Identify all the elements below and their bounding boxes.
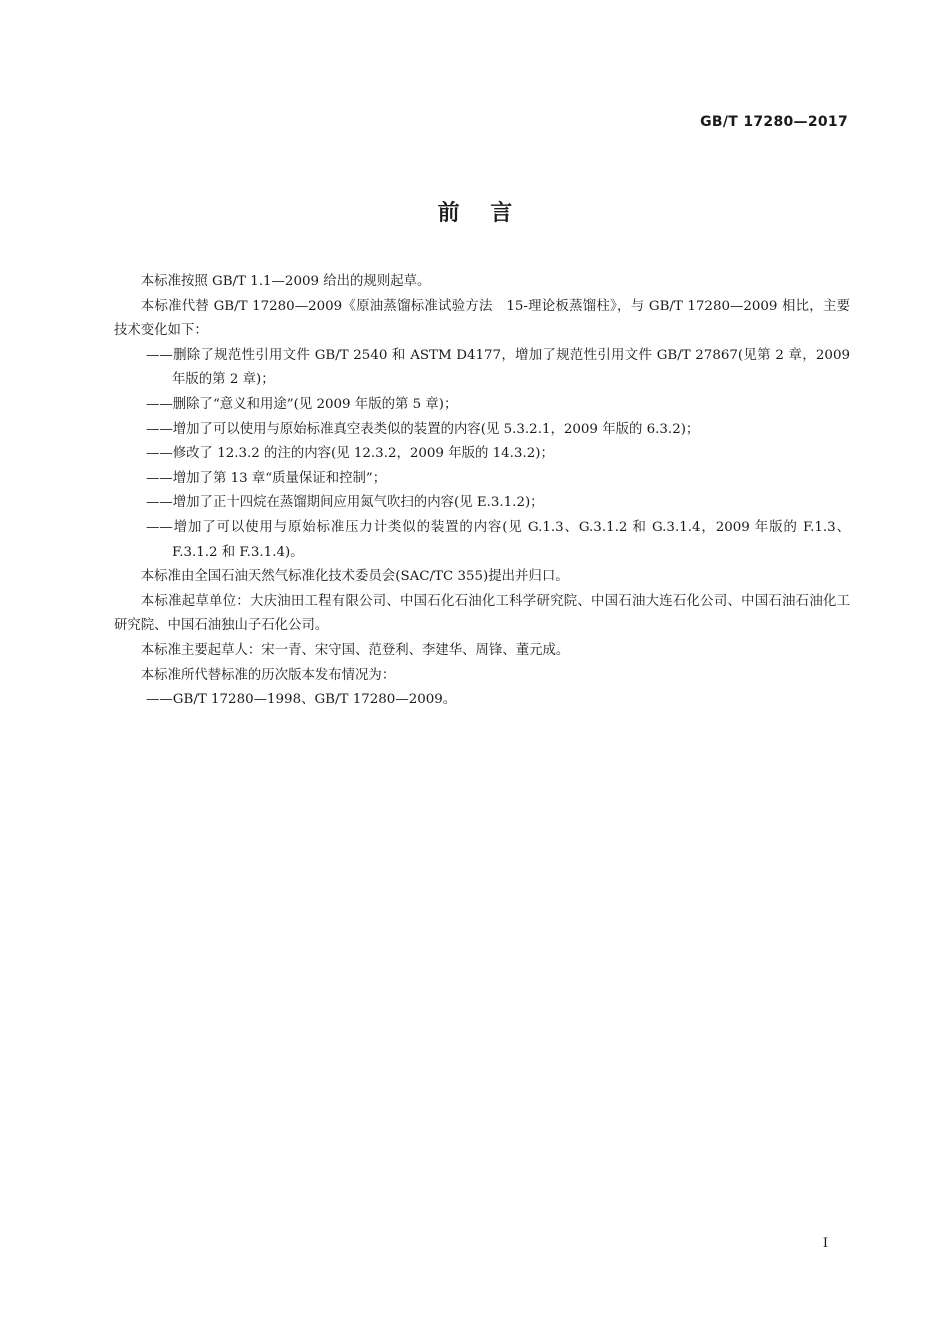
drafting-units-paragraph: 本标准起草单位：大庆油田工程有限公司、中国石化石油化工科学研究院、中国石油大连石化公司、中国石油石油化工研究院、中国石油独山子石化公司。 [114, 593, 850, 634]
page-title: 前 言 [437, 201, 513, 226]
foreword-body [114, 270, 850, 713]
history-intro-paragraph: 本标准所代替标准的历次版本发布情况为： [140, 667, 396, 683]
drafting-rules-paragraph: 本标准按照 GB/T 1.1—2009 给出的规则起草。 [140, 274, 431, 289]
change-item: ——修改了 12.3.2 的注的内容(见 12.3.2，2009 年版的 14.3.2)； [146, 446, 554, 462]
change-item: ——删除了规范性引用文件 GB/T 2540 和 ASTM D4177，增加了规范性引用文件 GB/T 27867(见第 2 章，2009 年版的第 2 章)； [146, 347, 850, 388]
page-number: I [822, 1236, 828, 1251]
change-item: ——删除了“意义和用途”(见 2009 年版的第 5 章)； [146, 396, 458, 412]
change-item: ——增加了正十四烷在蒸馏期间应用氮气吹扫的内容(见 E.3.1.2)； [146, 495, 544, 511]
change-item: ——增加了可以使用与原始标准压力计类似的装置的内容(见 G.1.3、G.3.1.2 和 G.3.1.4，2009 年版的 F.1.3、F.3.1.2 和 F.3.1.4)。 [146, 519, 850, 560]
history-list [114, 688, 850, 713]
changes-list [114, 344, 850, 565]
change-item: ——增加了可以使用与原始标准真空表类似的装置的内容(见 5.3.2.1，2009 年版的 6.3.2)； [146, 421, 700, 437]
replacement-paragraph: 本标准代替 GB/T 17280—2009《原油蒸馏标准试验方法 15-理论板蒸馏柱》，与 GB/T 17280—2009 相比，主要技术变化如下： [114, 298, 850, 339]
standard-code: GB/T 17280—2017 [700, 114, 848, 130]
drafters-paragraph: 本标准主要起草人：宋一青、宋守国、范登利、李建华、周锋、董元成。 [140, 642, 570, 658]
proposer-paragraph: 本标准由全国石油天然气标准化技术委员会(SAC/TC 355)提出并归口。 [140, 569, 569, 585]
history-item: ——GB/T 17280—1998、GB/T 17280—2009。 [146, 692, 457, 708]
change-item: ——增加了第 13 章“质量保证和控制”； [146, 470, 387, 486]
